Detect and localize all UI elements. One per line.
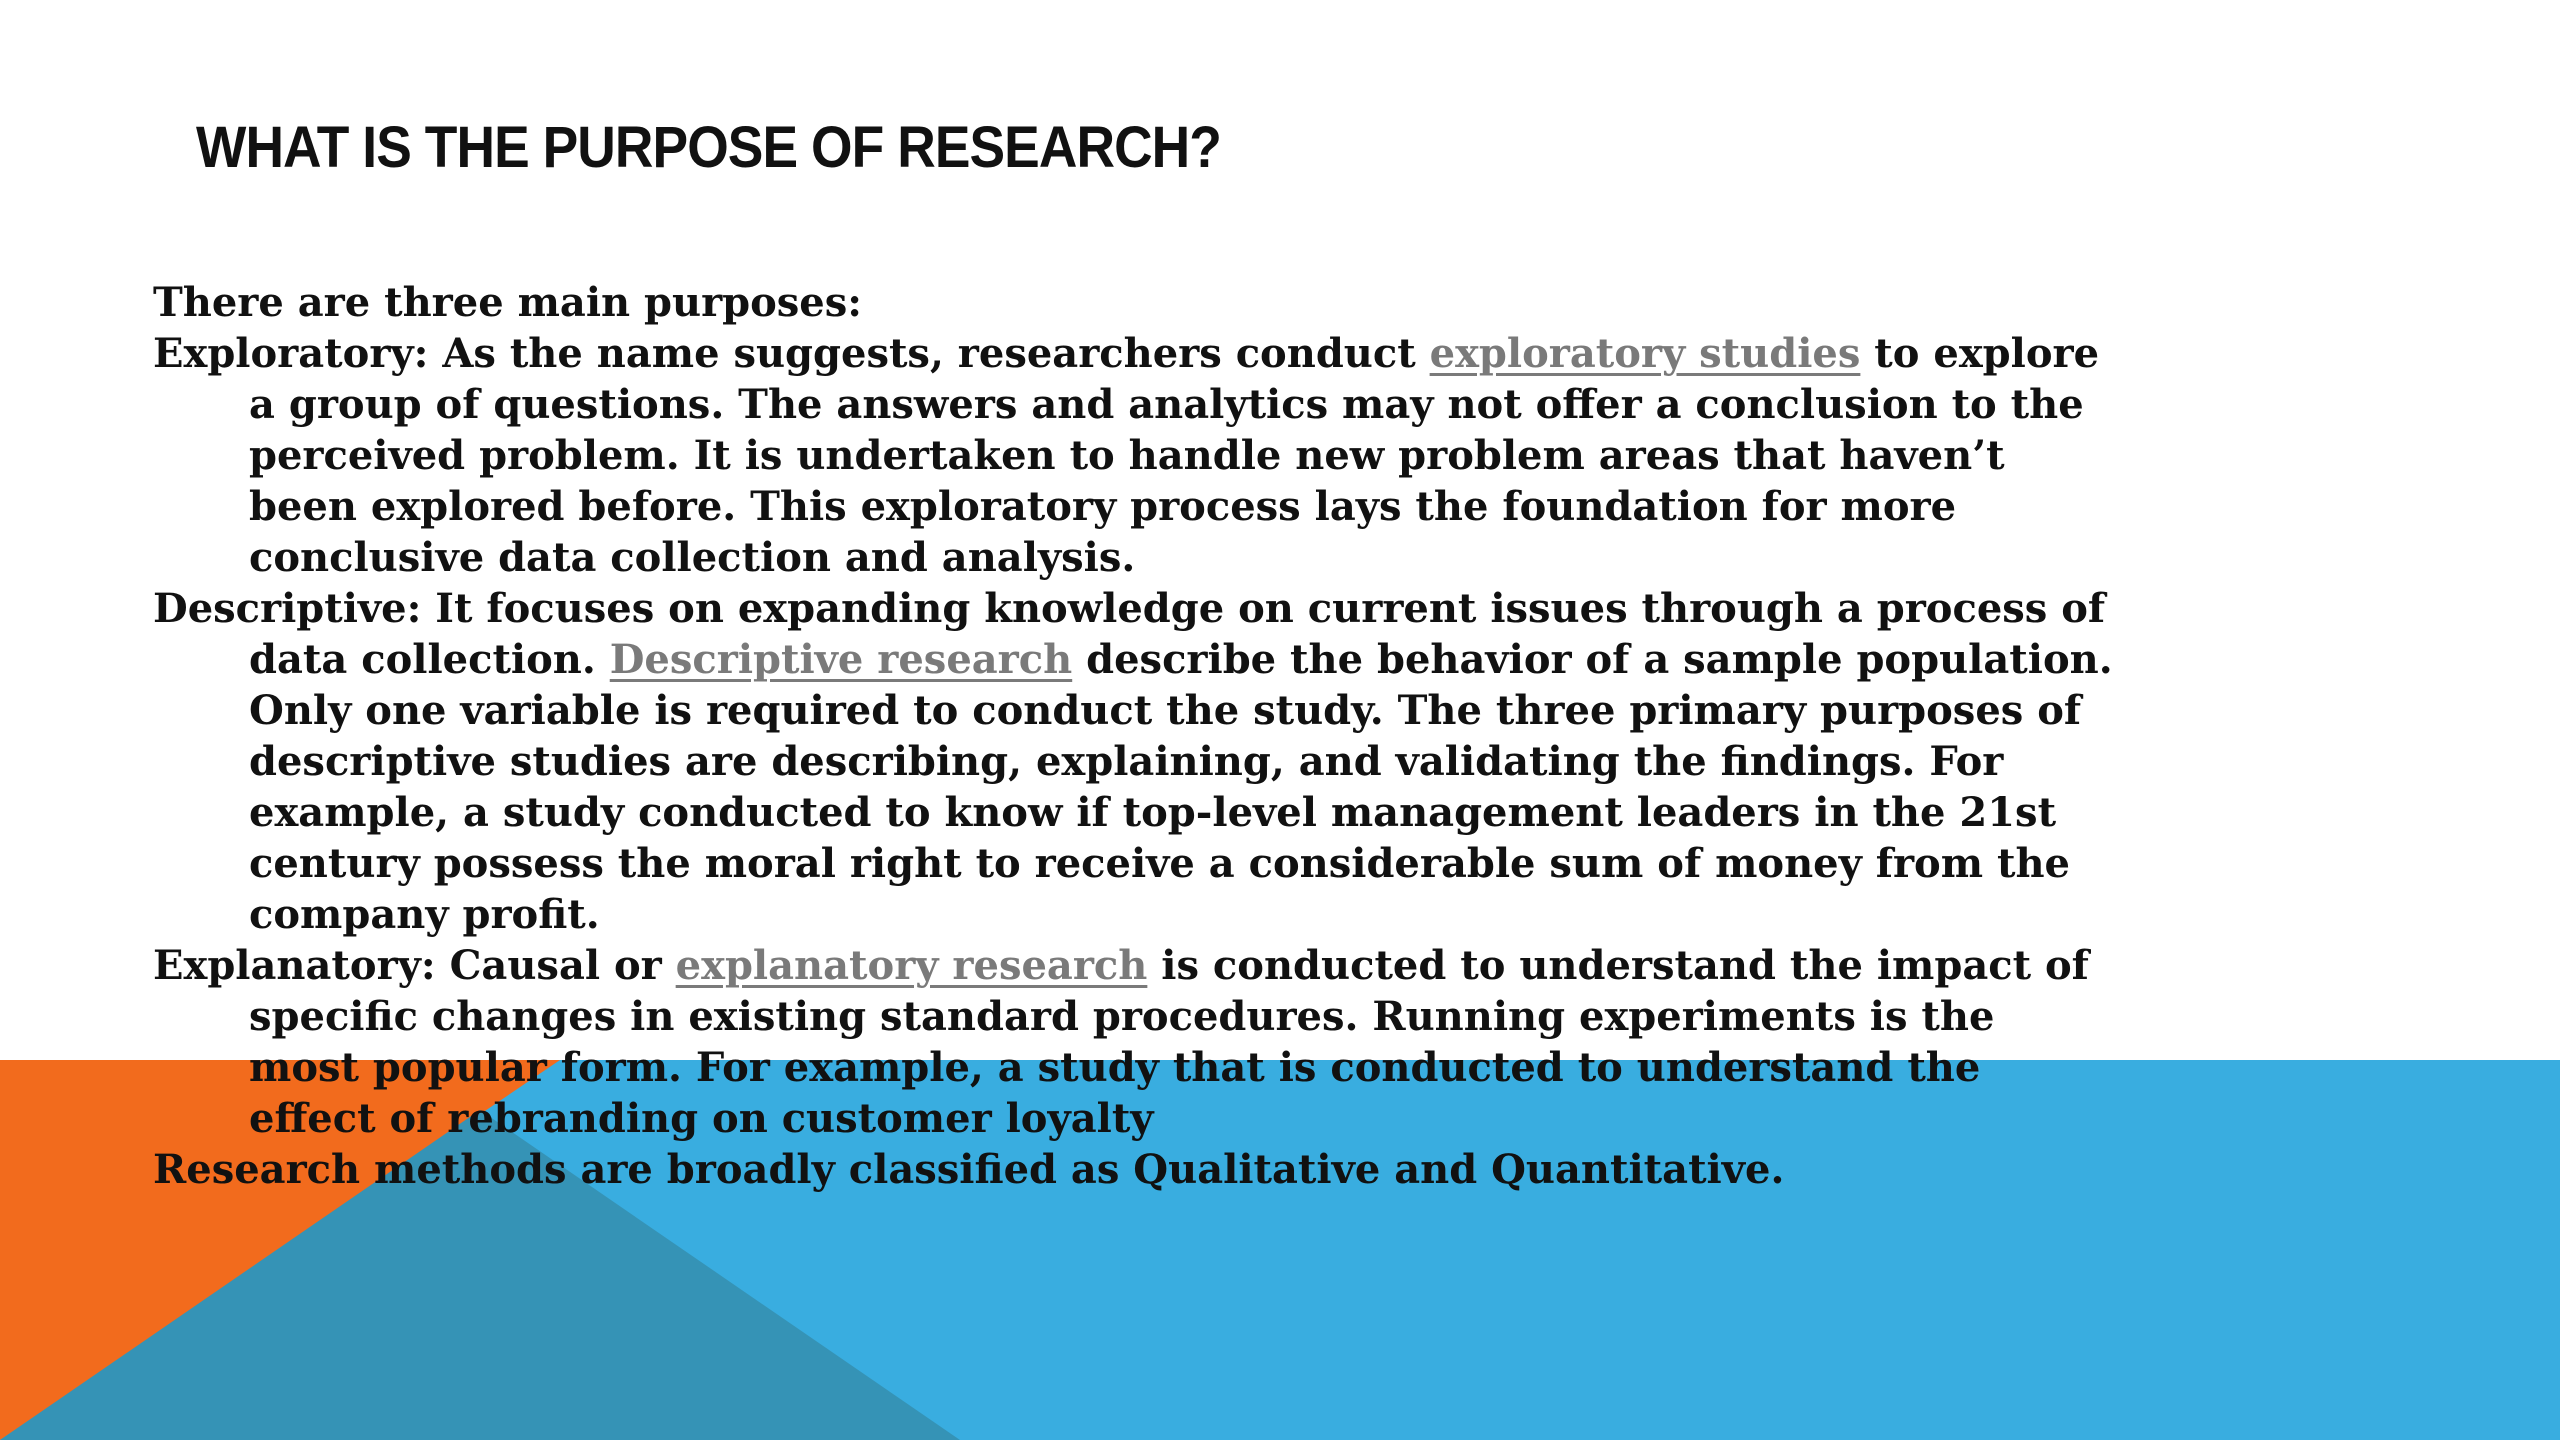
exploratory-line-2: a group of questions. The answers and analytics may not offer a conclusion to the [249,381,2084,428]
exploratory-line-4: been explored before. This exploratory process lays the foundation for more [249,483,1957,530]
exploratory-studies-link[interactable]: exploratory studies [1429,330,1861,377]
descriptive-text: data collection. [249,636,610,683]
closing-line: Research methods are broadly classified as Qualitative and Quantitative. [153,1146,1785,1193]
explanatory-line-1 [153,940,2153,991]
intro-line: There are three main purposes: [153,279,863,326]
descriptive-line-4: descriptive studies are describing, explaining, and validating the findings. For [249,738,2004,785]
explanatory-line-3: most popular form. For example, a study that is conducted to understand the [249,1044,1981,1091]
descriptive-text-after: describe the behavior of a sample population. [1072,636,2113,683]
exploratory-line-3: perceived problem. It is undertaken to handle new problem areas that haven’t [249,432,2005,479]
slide-body [153,277,2153,1195]
explanatory-line-4: effect of rebranding on customer loyalty [249,1095,1154,1142]
descriptive-line-2 [153,634,2153,685]
slide-title: WHAT IS THE PURPOSE OF RESEARCH? [196,115,1221,180]
descriptive-research-link[interactable]: Descriptive research [609,636,1073,683]
exploratory-text-after: to explore [1860,330,2100,377]
descriptive-line-5: example, a study conducted to know if top-level management leaders in the 21st [249,789,2057,836]
exploratory-line-1 [153,328,2153,379]
exploratory-text: Exploratory: As the name suggests, researchers conduct [153,330,1430,377]
descriptive-line-7: company profit. [249,891,600,938]
descriptive-line-1: Descriptive: It focuses on expanding knowledge on current issues through a process of [153,585,2106,632]
exploratory-line-5: conclusive data collection and analysis. [249,534,1136,581]
explanatory-research-link[interactable]: explanatory research [675,942,1148,989]
explanatory-line-2: specific changes in existing standard procedures. Running experiments is the [249,993,1995,1040]
descriptive-line-6: century possess the moral right to receive a considerable sum of money from the [249,840,2070,887]
explanatory-text: Explanatory: Causal or [153,942,676,989]
descriptive-line-3: Only one variable is required to conduct the study. The three primary purposes of [249,687,2082,734]
explanatory-text-after: is conducted to understand the impact of [1147,942,2089,989]
